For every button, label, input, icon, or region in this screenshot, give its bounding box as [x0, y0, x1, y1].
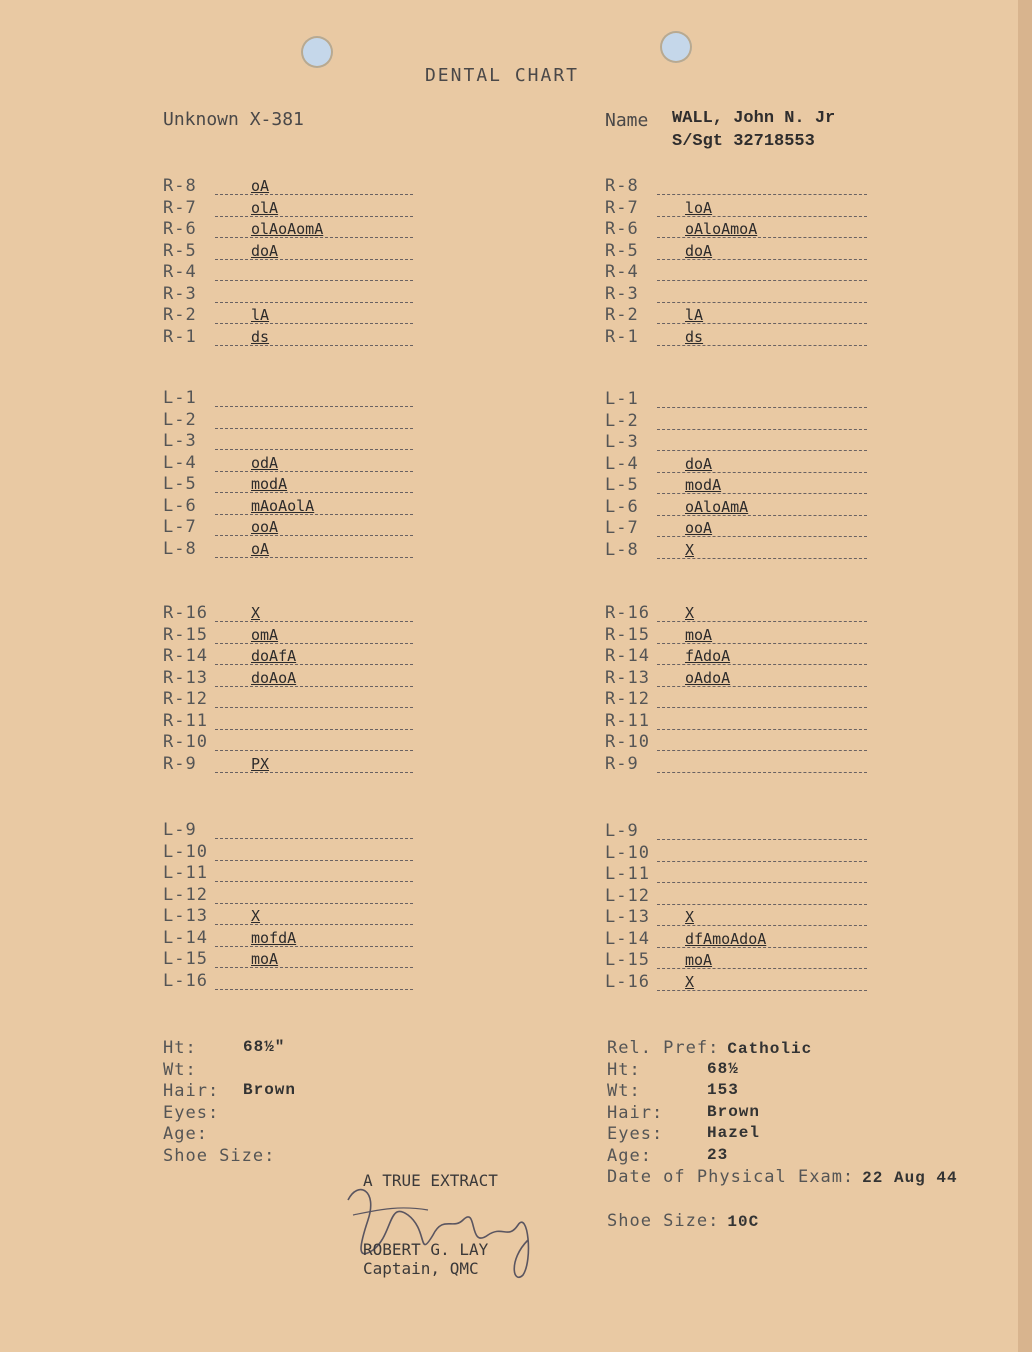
tooth-row [163, 971, 413, 993]
stamp-line-1: A TRUE EXTRACT [363, 1171, 498, 1190]
tooth-label: L-16 [605, 971, 650, 992]
tooth-row [163, 539, 413, 561]
left-info [163, 1038, 463, 1167]
tooth-label: L-7 [163, 517, 197, 537]
entry-line [215, 707, 413, 708]
tooth-label: L-12 [605, 885, 650, 906]
tooth-row [163, 176, 413, 198]
info-row [163, 1081, 463, 1103]
tooth-label: R-11 [605, 710, 650, 731]
tooth-row [163, 668, 413, 690]
tooth-label: R-8 [163, 176, 197, 196]
tooth-row [605, 625, 867, 647]
right-upper-right-group [605, 176, 867, 348]
signatory-block [363, 1240, 488, 1278]
info-value: 68½" [243, 1038, 286, 1056]
tooth-row [605, 864, 867, 886]
tooth-value: oAloAmA [685, 497, 749, 516]
tooth-value: ds [251, 327, 270, 346]
entry-line [657, 450, 867, 451]
left-lower-right-group [163, 603, 413, 775]
tooth-value: doA [685, 454, 713, 473]
tooth-label: L-8 [605, 539, 639, 560]
tooth-row [163, 284, 413, 306]
info-key: Ht: [163, 1038, 197, 1058]
entry-line [657, 729, 867, 730]
tooth-row [163, 517, 413, 539]
info-row [607, 1060, 997, 1082]
right-upper-left-group [605, 389, 867, 561]
tooth-label: R-6 [163, 219, 197, 239]
tooth-row [605, 305, 867, 327]
tooth-row [163, 863, 413, 885]
tooth-label: L-11 [605, 864, 650, 884]
tooth-label: L-9 [163, 820, 197, 840]
tooth-value: X [251, 604, 261, 622]
entry-line [215, 729, 413, 730]
tooth-row [605, 603, 867, 625]
tooth-row [605, 540, 867, 562]
person-rank: S/Sgt 32718553 [672, 132, 815, 151]
tooth-value: PX [251, 754, 270, 773]
tooth-label: R-16 [605, 603, 650, 623]
tooth-row [163, 820, 413, 842]
left-lower-left-group [163, 820, 413, 992]
info-row [607, 1167, 997, 1189]
tooth-value: loA [685, 198, 713, 217]
tooth-value: dfAmoAdoA [685, 929, 767, 948]
entry-line [215, 557, 413, 558]
entry-line [215, 772, 413, 773]
entry-line [657, 429, 867, 430]
entry-line [215, 259, 413, 260]
tooth-label: L-2 [163, 409, 197, 430]
tooth-row [163, 474, 413, 496]
tooth-row [605, 821, 867, 843]
info-row [607, 1211, 997, 1233]
entry-line [657, 839, 867, 840]
tooth-row [605, 929, 867, 951]
tooth-row [605, 754, 867, 776]
info-row [163, 1124, 463, 1146]
signatory-title: Captain, QMC [363, 1259, 479, 1278]
tooth-row [605, 389, 867, 411]
tooth-label: R-16 [163, 603, 208, 623]
tooth-value: X [685, 908, 695, 926]
tooth-row [163, 496, 413, 518]
info-value: 153 [707, 1081, 739, 1099]
info-value: Brown [243, 1081, 297, 1099]
tooth-label: R-3 [163, 283, 197, 304]
signatory-name: ROBERT G. LAY [363, 1240, 489, 1259]
tooth-value: mofdA [251, 928, 297, 947]
person-name: WALL, John N. Jr [672, 109, 836, 128]
tooth-label: L-13 [163, 906, 208, 926]
tooth-row [163, 732, 413, 754]
tooth-row [605, 262, 867, 284]
tooth-row [605, 454, 867, 476]
tooth-label: L-5 [605, 475, 639, 495]
tooth-row [605, 689, 867, 711]
punch-hole-left [301, 36, 333, 68]
tooth-value: moA [251, 950, 279, 968]
tooth-row [605, 284, 867, 306]
tooth-label: L-1 [163, 388, 197, 408]
tooth-label: L-8 [163, 538, 197, 559]
info-row [607, 1124, 997, 1146]
tooth-label: R-4 [163, 262, 197, 282]
tooth-row [163, 305, 413, 327]
tooth-value: modA [251, 475, 288, 493]
info-row [163, 1103, 463, 1125]
right-lower-left-group [605, 821, 867, 993]
entry-line [215, 967, 413, 968]
entry-line [215, 989, 413, 990]
tooth-label: R-12 [605, 689, 650, 709]
right-info [607, 1038, 997, 1232]
tooth-label: L-12 [163, 884, 208, 905]
entry-line [215, 471, 413, 472]
tooth-label: L-9 [605, 821, 639, 841]
tooth-value: oAloAmoA [685, 220, 758, 238]
info-key: Age: [163, 1124, 208, 1144]
tooth-label: R-15 [605, 624, 650, 645]
entry-line [215, 345, 413, 346]
tooth-row [605, 972, 867, 994]
tooth-label: R-15 [163, 624, 208, 645]
tooth-row [163, 842, 413, 864]
unknown-id: Unknown X-381 [163, 109, 304, 130]
tooth-label: R-10 [163, 732, 208, 752]
info-row [163, 1060, 463, 1082]
tooth-row [163, 327, 413, 349]
tooth-label: R-10 [605, 732, 650, 752]
tooth-label: L-16 [163, 970, 208, 991]
tooth-label: R-4 [605, 262, 639, 282]
tooth-row [163, 198, 413, 220]
tooth-label: R-11 [163, 710, 208, 731]
tooth-label: R-13 [163, 667, 208, 688]
tooth-value: fAdoA [685, 647, 731, 665]
info-row [607, 1103, 997, 1125]
tooth-label: R-1 [605, 326, 639, 347]
tooth-row [605, 497, 867, 519]
tooth-label: R-8 [605, 176, 639, 196]
tooth-label: L-4 [163, 452, 197, 473]
tooth-label: R-9 [163, 753, 197, 774]
info-value: Brown [707, 1102, 761, 1121]
entry-line [215, 535, 413, 536]
tooth-row [605, 646, 867, 668]
info-value: 10C [727, 1212, 760, 1231]
document-title: DENTAL CHART [424, 65, 580, 86]
tooth-row [605, 198, 867, 220]
tooth-label: L-3 [605, 432, 639, 452]
entry-line [215, 280, 413, 281]
tooth-label: L-10 [163, 841, 208, 862]
tooth-value: olAoAomA [251, 220, 324, 238]
info-key: Hair: [163, 1081, 220, 1101]
tooth-value: doAfA [251, 647, 297, 665]
tooth-label: L-2 [605, 410, 639, 431]
info-key: Date of Physical Exam: [607, 1167, 855, 1187]
tooth-label: R-2 [605, 305, 639, 325]
tooth-row [605, 327, 867, 349]
tooth-row [163, 388, 413, 410]
tooth-row [163, 603, 413, 625]
entry-line [215, 449, 413, 450]
tooth-value: odA [251, 453, 279, 472]
tooth-label: R-14 [605, 646, 650, 666]
tooth-label: R-6 [605, 219, 639, 239]
info-row [163, 1146, 463, 1168]
entry-line [215, 406, 413, 407]
entry-line [215, 621, 413, 622]
tooth-value: modA [685, 476, 722, 494]
info-key: Shoe Size: [607, 1210, 720, 1231]
info-row [607, 1081, 997, 1103]
entry-line [215, 838, 413, 839]
tooth-row [163, 453, 413, 475]
tooth-label: L-7 [605, 518, 639, 538]
tooth-value: lA [251, 306, 270, 324]
tooth-value: X [685, 972, 695, 991]
name-label: Name [605, 110, 649, 131]
entry-line [215, 903, 413, 904]
tooth-row [605, 432, 867, 454]
entry-line [215, 686, 413, 687]
info-value: 23 [707, 1145, 729, 1164]
tooth-label: R-1 [163, 326, 197, 347]
entry-line [657, 707, 867, 708]
tooth-label: L-6 [163, 495, 197, 516]
entry-line [215, 881, 413, 882]
tooth-row [605, 219, 867, 241]
tooth-label: L-6 [605, 496, 639, 517]
tooth-value: oA [251, 539, 270, 558]
tooth-value: oA [251, 177, 270, 195]
tooth-row [163, 262, 413, 284]
tooth-value: moA [685, 951, 713, 969]
entry-line [657, 904, 867, 905]
tooth-label: L-15 [605, 950, 650, 970]
entry-line [215, 302, 413, 303]
info-key: Eyes: [607, 1124, 664, 1144]
entry-line [657, 302, 867, 303]
tooth-row [163, 711, 413, 733]
entry-line [657, 194, 867, 195]
tooth-row [163, 885, 413, 907]
info-value: 68½ [707, 1059, 739, 1078]
tooth-row [605, 950, 867, 972]
tooth-label: R-14 [163, 646, 208, 666]
info-key: Wt: [163, 1059, 197, 1080]
tooth-value: X [685, 540, 695, 559]
tooth-row [163, 928, 413, 950]
tooth-label: L-4 [605, 453, 639, 474]
tooth-row [605, 886, 867, 908]
tooth-label: L-14 [163, 927, 208, 948]
info-key: Hair: [607, 1102, 664, 1123]
tooth-row [605, 518, 867, 540]
info-value: Hazel [707, 1124, 761, 1142]
info-key: Age: [607, 1145, 652, 1166]
entry-line [215, 860, 413, 861]
entry-line [657, 861, 867, 862]
tooth-row [163, 410, 413, 432]
info-key: Wt: [607, 1081, 641, 1101]
tooth-label: R-5 [163, 240, 197, 261]
entry-line [215, 664, 413, 665]
info-value: Catholic [727, 1040, 813, 1058]
tooth-row [605, 907, 867, 929]
tooth-value: X [251, 907, 261, 925]
tooth-label: R-7 [605, 197, 639, 218]
tooth-label: L-3 [163, 431, 197, 451]
tooth-label: L-1 [605, 389, 639, 409]
paper-edge [1018, 0, 1032, 1352]
tooth-value: ooA [685, 519, 713, 537]
tooth-label: L-5 [163, 474, 197, 494]
tooth-row [163, 625, 413, 647]
tooth-label: R-12 [163, 689, 208, 709]
entry-line [657, 407, 867, 408]
tooth-value: doA [685, 241, 713, 260]
entry-line [657, 882, 867, 883]
tooth-row [605, 241, 867, 263]
tooth-label: R-7 [163, 197, 197, 218]
tooth-value: ooA [251, 518, 279, 536]
tooth-label: R-2 [163, 305, 197, 325]
entry-line [215, 492, 413, 493]
tooth-row [163, 689, 413, 711]
tooth-row [163, 431, 413, 453]
tooth-label: L-14 [605, 928, 650, 949]
left-upper-left-group [163, 388, 413, 560]
left-upper-right-group [163, 176, 413, 348]
tooth-row [605, 711, 867, 733]
tooth-label: R-9 [605, 753, 639, 774]
punch-hole-right [660, 31, 692, 63]
entry-line [215, 428, 413, 429]
entry-line [657, 772, 867, 773]
tooth-value: doA [251, 241, 279, 260]
info-row [607, 1038, 997, 1060]
tooth-row [605, 176, 867, 198]
tooth-label: L-10 [605, 842, 650, 863]
tooth-row [605, 668, 867, 690]
tooth-label: L-15 [163, 949, 208, 969]
tooth-row [163, 949, 413, 971]
tooth-row [163, 906, 413, 928]
tooth-row [163, 754, 413, 776]
tooth-value: lA [685, 306, 704, 324]
tooth-row [163, 219, 413, 241]
tooth-value: ds [685, 327, 704, 346]
tooth-label: L-11 [163, 863, 208, 883]
entry-line [657, 280, 867, 281]
entry-line [215, 946, 413, 947]
entry-line [215, 924, 413, 925]
entry-line [215, 194, 413, 195]
entry-line [215, 750, 413, 751]
entry-line [657, 750, 867, 751]
tooth-label: R-3 [605, 283, 639, 304]
tooth-value: omA [251, 625, 279, 644]
info-row [607, 1146, 997, 1168]
info-key: Eyes: [163, 1102, 220, 1123]
info-key: Ht: [607, 1059, 641, 1080]
tooth-row [605, 411, 867, 433]
info-row [163, 1038, 463, 1060]
entry-line [215, 323, 413, 324]
tooth-label: R-13 [605, 667, 650, 688]
info-key: Shoe Size: [163, 1145, 276, 1166]
info-value: 22 Aug 44 [862, 1169, 958, 1187]
entry-line [215, 643, 413, 644]
info-key: Rel. Pref: [607, 1038, 720, 1058]
tooth-value: olA [251, 198, 279, 217]
entry-line [215, 216, 413, 217]
tooth-value: mAoAolA [251, 496, 315, 515]
right-lower-right-group [605, 603, 867, 775]
tooth-label: R-5 [605, 240, 639, 261]
tooth-value: doAoA [251, 668, 297, 687]
tooth-label: L-13 [605, 907, 650, 927]
tooth-row [605, 732, 867, 754]
tooth-value: moA [685, 625, 713, 644]
tooth-value: oAdoA [685, 668, 731, 687]
tooth-row [605, 475, 867, 497]
tooth-value: X [685, 604, 695, 622]
tooth-row [605, 843, 867, 865]
tooth-row [163, 241, 413, 263]
tooth-row [163, 646, 413, 668]
